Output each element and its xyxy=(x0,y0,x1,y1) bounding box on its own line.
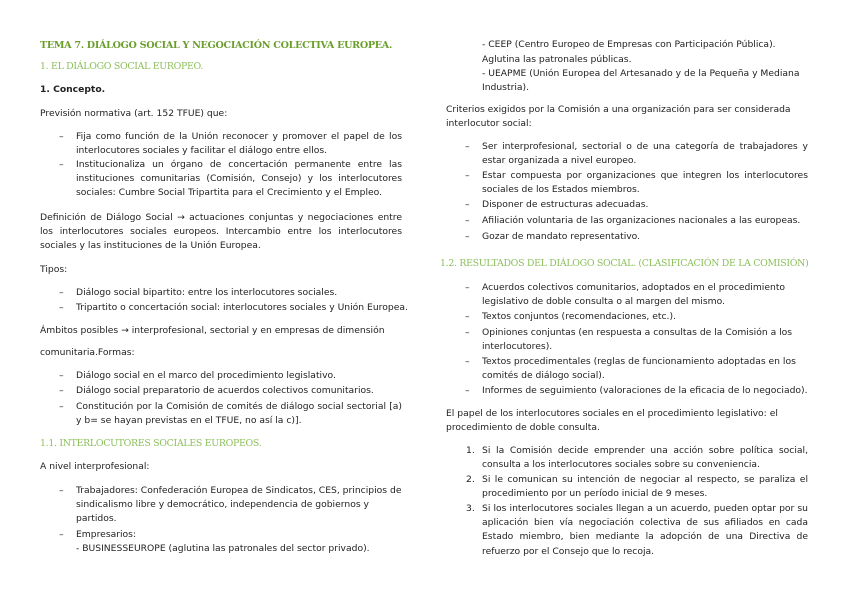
empresarios-item: – Empresarios: xyxy=(40,528,402,542)
step-number: 2. xyxy=(466,474,475,485)
resultado-item: – Informes de seguimiento (valoraciones de la eficacia de lo negociado). xyxy=(446,384,808,398)
ceep-line: - CEEP (Centro Europeo de Empresas con Participación Pública). xyxy=(482,39,776,50)
numbered-step xyxy=(446,502,808,559)
section-heading-1-1: 1.1. INTERLOCUTORES SOCIALES EUROPEOS. xyxy=(40,438,262,449)
prevision-item: – Institucionaliza un órgano de concertación permanente entre las instituciones comunitarias (Comisión, Consejo) y los interlocutores sociales: Cumbre Social Tripartita para el Crecimiento y el Empleo. xyxy=(40,158,402,201)
tipos-label: Tipos: xyxy=(40,264,68,275)
ambitos-line: comunitaria.Formas: xyxy=(40,347,135,358)
criterio-item: – Ser interprofesional, sectorial o de una categoría de trabajadores y estar organizada a nivel europeo. xyxy=(446,140,808,168)
step-number: 3. xyxy=(466,503,475,514)
resultado-item: – Acuerdos colectivos comunitarios, adoptados en el procedimiento legislativo de doble consulta o al margen del mismo. xyxy=(446,281,808,309)
ambitos-line: Ámbitos posibles → interprofesional, sectorial y en empresas de dimensión xyxy=(40,325,385,336)
section-heading-1: 1. EL DIÁLOGO SOCIAL EUROPEO. xyxy=(40,61,204,72)
step-text: Si los interlocutores sociales llegan a un acuerdo, pueden optar por su aplicación bien vía negociación colectiva de sus afiliados en cada Estado miembro, bien mediante la adopción de una Directiva de refuerzo por el Consejo que lo recoja. xyxy=(482,503,808,557)
ceep-line-2: Aglutina las patronales públicas. xyxy=(482,54,632,65)
ueapme-line: - UEAPME (Unión Europea del Artesanado y de la Pequeña y Mediana Industria). xyxy=(482,68,800,94)
criterio-item: – Disponer de estructuras adecuadas. xyxy=(446,198,808,212)
businesseurope-line: - BUSINESSEUROPE (aglutina las patronales del sector privado). xyxy=(76,543,370,554)
step-text: Si la Comisión decide emprender una acción sobre política social, consulta a los interlocutores sociales sobre su conveniencia. xyxy=(482,445,808,471)
trabajadores-item: – Trabajadores: Confederación Europea de Sindicatos, CES, principios de sindicalismo libre y democrático, independencia de gobiernos y partidos. xyxy=(40,484,402,527)
numbered-step xyxy=(446,473,808,501)
numbered-step xyxy=(446,444,808,472)
papel-text: El papel de los interlocutores sociales en el procedimiento legislativo: el procedimiento de doble consulta. xyxy=(446,408,778,434)
resultado-item: – Opiniones conjuntas (en respuesta a consultas de la Comisión a los interlocutores). xyxy=(446,326,808,354)
criterio-item: – Estar compuesta por organizaciones que integren los interlocutores sociales de los Estados miembros. xyxy=(446,169,808,197)
section-heading-1-2: 1.2. RESULTADOS DEL DIÁLOGO SOCIAL. (CLASIFICACIÓN DE LA COMISIÓN) xyxy=(440,258,809,269)
step-number: 1. xyxy=(466,445,475,456)
tipos-item: – Tripartito o concertación social: interlocutores sociales y Unión Europea. xyxy=(40,301,402,315)
formas-item: – Diálogo social preparatorio de acuerdos colectivos comunitarios. xyxy=(40,384,402,398)
formas-item: – Diálogo social en el marco del procedimiento legislativo. xyxy=(40,369,402,383)
resultado-item: – Textos procedimentales (reglas de funcionamiento adoptadas en los comités de diálogo social). xyxy=(446,355,808,383)
formas-item: – Constitución por la Comisión de comités de diálogo social sectorial [a) y b= se hayan previstas en el TFUE, no así la c)]. xyxy=(40,400,402,428)
criterio-item: – Gozar de mandato representativo. xyxy=(446,230,808,244)
prevision-item: – Fija como función de la Unión reconocer y promover el papel de los interlocutores sociales y facilitar el diálogo entre ellos. xyxy=(40,130,402,158)
tipos-item: – Diálogo social bipartito: entre los interlocutores sociales. xyxy=(40,286,402,300)
nivel-text: A nivel interprofesional: xyxy=(40,461,150,472)
definition-text: Definición de Diálogo Social → actuaciones conjuntas y negociaciones entre los interlocutores sociales europeos. Intercambio entre los interlocutores sociales y las instituciones de la Unión Europea. xyxy=(40,212,402,252)
criterio-item: – Afiliación voluntaria de las organizaciones nacionales a las europeas. xyxy=(446,214,808,228)
prevision-text: Previsión normativa (art. 152 TFUE) que: xyxy=(40,108,228,119)
doc-title: TEMA 7. DIÁLOGO SOCIAL Y NEGOCIACIÓN COLECTIVA EUROPEA. xyxy=(40,40,392,51)
step-text: Si le comunican su intención de negociar al respecto, se paraliza el procedimiento por un período inicial de 9 meses. xyxy=(482,474,808,500)
criterios-text: Criterios exigidos por la Comisión a una organización para ser considerada interlocutor social: xyxy=(446,104,791,130)
resultado-item: – Textos conjuntos (recomendaciones, etc.). xyxy=(446,310,808,324)
concept-heading: 1. Concepto. xyxy=(40,84,106,95)
